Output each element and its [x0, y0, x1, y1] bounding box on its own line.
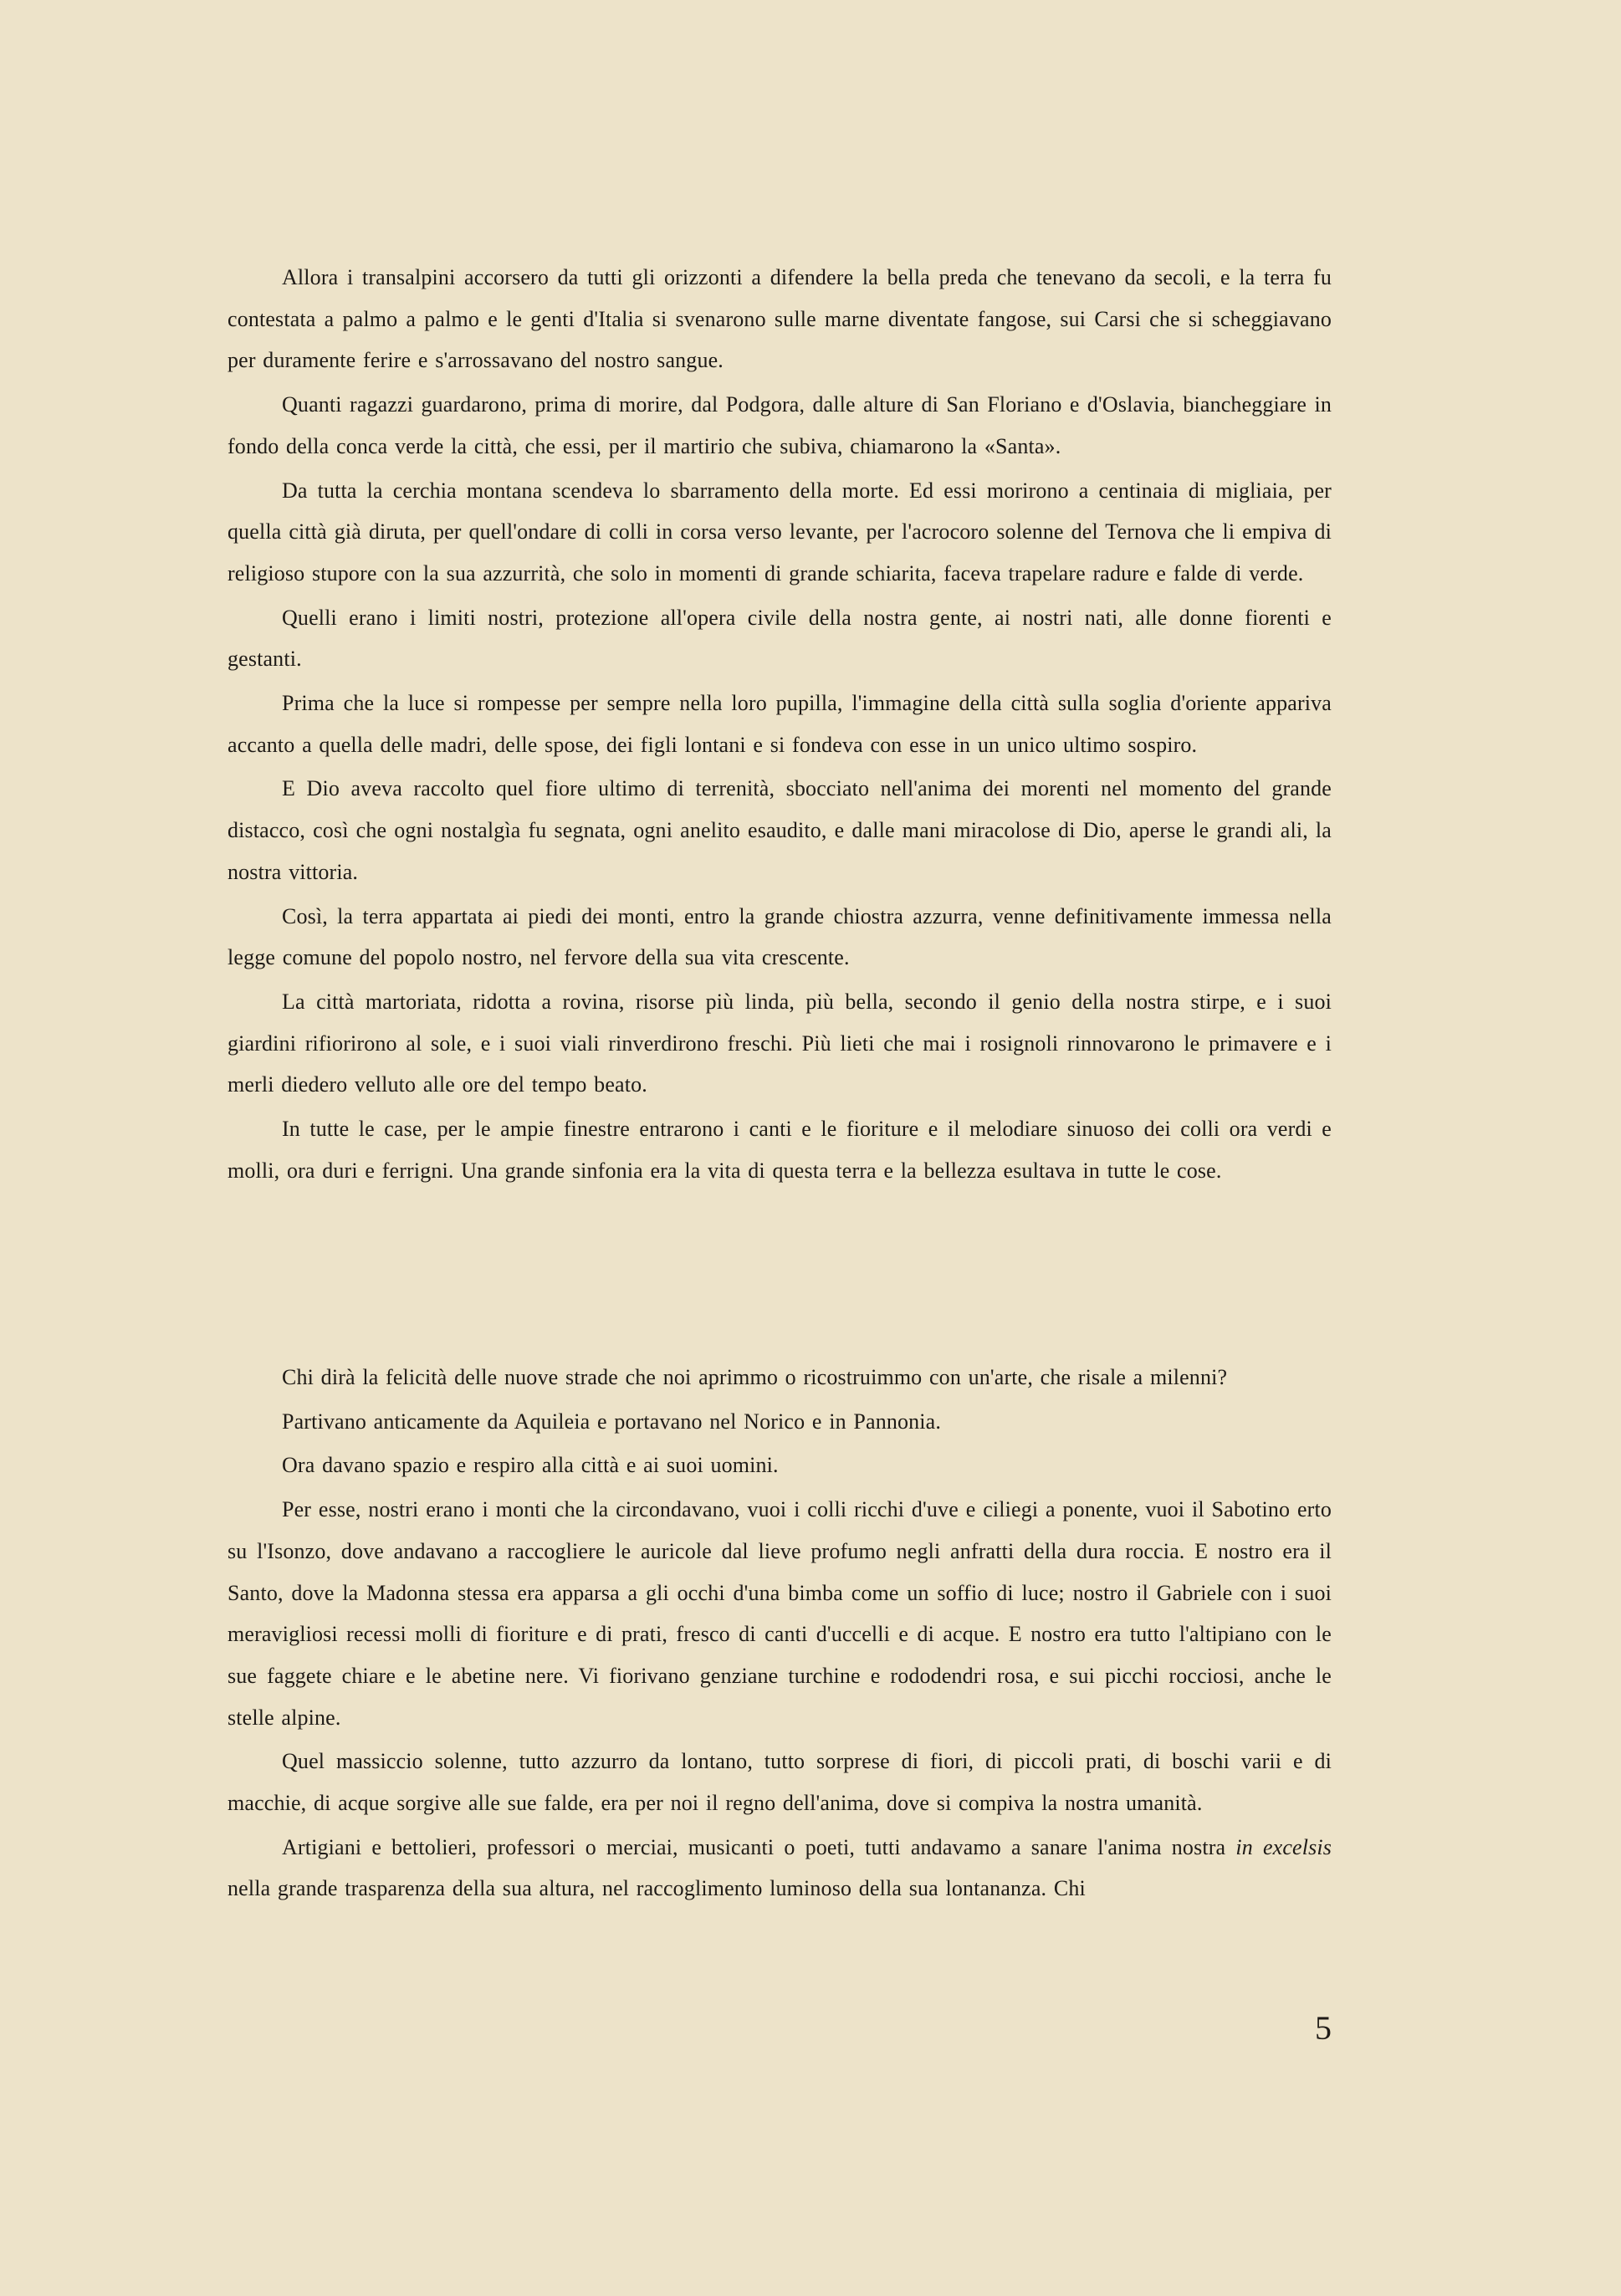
paragraph: Così, la terra appartata ai piedi dei monti, entro la grande chiostra azzurra, venne definitivamente immessa nella legge comune del popolo nostro, nel fervore della sua vita crescente. [228, 903, 1332, 970]
paragraph: Quanti ragazzi guardarono, prima di morire, dal Podgora, dalle alture di San Floriano e d'Oslavia, biancheggiare in fondo della conca verde la città, che essi, per il martirio che subiva, chiamarono la «Santa». [228, 392, 1332, 458]
paragraph: Prima che la luce si rompesse per sempre nella loro pupilla, l'immagine della città sulla soglia d'oriente appariva accanto a quella delle madri, delle spose, dei figli lontani e si fondeva con esse in un unico ultimo sospiro. [228, 691, 1332, 757]
paragraph: Chi dirà la felicità delle nuove strade che noi aprimmo o ricostruimmo con un'arte, che risale a milenni? [282, 1365, 1228, 1389]
paragraph-tail-text: nella grande trasparenza della sua altura, nel raccoglimento luminoso della sua lontananza. Chi [228, 1876, 1086, 1901]
paragraph: Allora i transalpini accorsero da tutti gli orizzonti a difendere la bella preda che tenevano da secoli, e la terra fu contestata a palmo a palmo e le genti d'Italia si svenarono sulle marne diventate fangose, sui Carsi che si scheggiavano per duramente ferire e s'arrossavano del nostro sangue. [228, 265, 1332, 373]
paragraph: Quel massiccio solenne, tutto azzurro da lontano, tutto sorprese di fiori, di piccoli prati, di boschi varii e di macchie, di acque sorgive alle sue falde, era per noi il regno dell'anima, dove si compiva la nostra umanità. [228, 1749, 1332, 1816]
paragraph: E Dio aveva raccolto quel fiore ultimo di terrenità, sbocciato nell'anima dei morenti nel momento del grande distacco, così che ogni nostalgìa fu segnata, ogni anelito esaudito, e dalle mani miracolose di Dio, aperse le grandi ali, la nostra vittoria. [228, 776, 1332, 884]
paragraph: La città martoriata, ridotta a rovina, risorse più linda, più bella, secondo il genio della nostra stirpe, e i suoi giardini rifiorirono al sole, e i suoi viali rinverdirono freschi. Più lieti che mai i rosignoli rinnovarono le primavere e i merli diedero velluto alle ore del tempo beato. [228, 989, 1332, 1097]
paragraph-lead-text: Artigiani e bettolieri, professori o merciai, musicanti o poeti, tutti andavamo a sanare l'anima nostra [282, 1834, 1226, 1859]
text-section-1 [228, 257, 1332, 1194]
paragraph: Quelli erano i limiti nostri, protezione all'opera civile della nostra gente, ai nostri nati, alle donne fiorenti e gestanti. [228, 605, 1332, 672]
paragraph: Per esse, nostri erano i monti che la circondavano, vuoi i colli ricchi d'uve e ciliegi a ponente, vuoi il Sabotino erto su l'Isonzo, dove andavano a raccogliere le auricole dal lieve profumo negli anfratti della dura roccia. E nostro era il Santo, dove la Madonna stessa era apparsa a gli occhi d'una bimba come un soffio di luce; nostro il Gabriele con i suoi meravigliosi recessi molli di fioriture e di prati, fresco di canti d'uccelli e di acque. E nostro era tutto l'altipiano con le sue faggete chiare e le abetine nere. Vi fiorivano genziane turchine e rododendri rosa, e sui picchi rocciosi, anche le stelle alpine. [228, 1497, 1332, 1730]
paragraph: In tutte le case, per le ampie finestre entrarono i canti e le fioriture e il melodiare sinuoso dei colli ora verdi e molli, ora duri e ferrigni. Una grande sinfonia era la vita di questa terra e la bellezza esultava in tutte le cose. [228, 1117, 1332, 1183]
paragraph: Ora davano spazio e respiro alla città e ai suoi uomini. [282, 1453, 779, 1478]
paragraph: Da tutta la cerchia montana scendeva lo sbarramento della morte. Ed essi morirono a centinaia di migliaia, per quella città già diruta, per quell'ondare di colli in corsa verso levante, per l'acrocoro solenne del Ternova che li empiva di religioso stupore con la sua azzurrità, che solo in momenti di grande schiarita, faceva trapelare radure e falde di verde. [228, 478, 1332, 586]
paragraph-last [228, 1827, 1332, 1910]
paragraph: Partivano anticamente da Aquileia e portavano nel Norico e in Pannonia. [282, 1409, 942, 1434]
italic-phrase: in excelsis [1235, 1834, 1332, 1859]
page-number: 5 [1315, 2009, 1332, 2047]
text-section-2 [228, 1357, 1332, 1912]
